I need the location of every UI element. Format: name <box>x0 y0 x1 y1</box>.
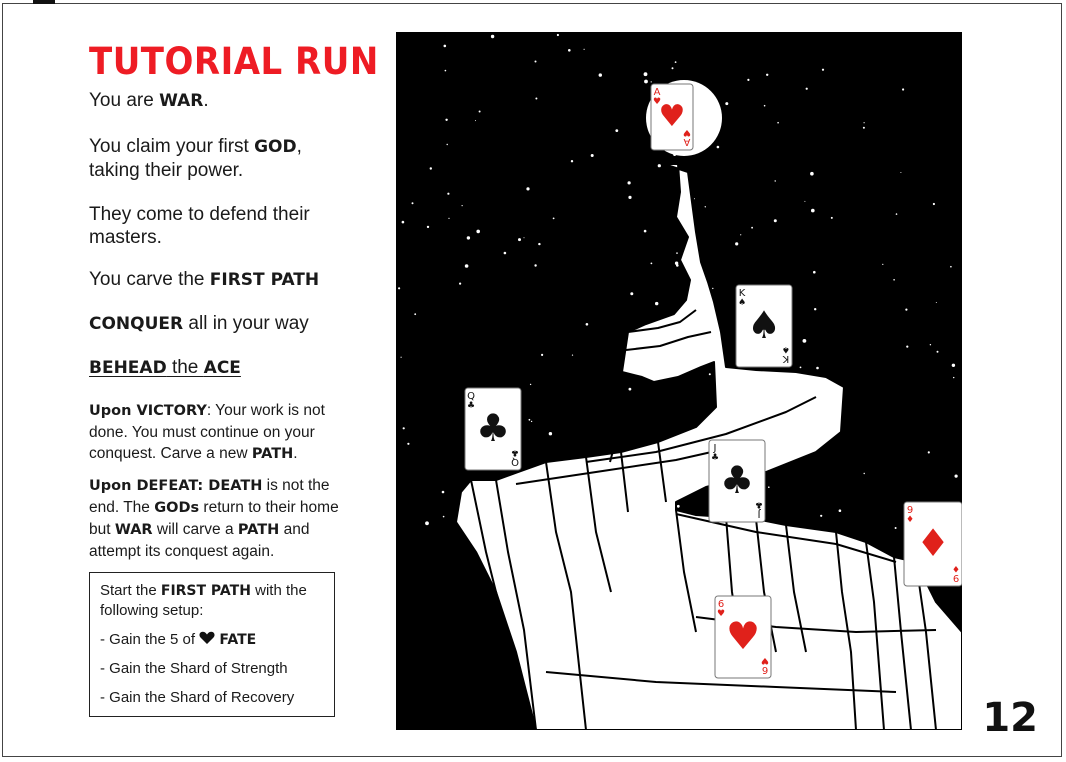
card-rank: 9 <box>952 572 960 583</box>
star <box>953 377 954 378</box>
page-number: 12 <box>982 695 1038 741</box>
star <box>806 88 808 90</box>
star <box>766 74 768 76</box>
star <box>615 129 618 132</box>
star <box>479 111 481 113</box>
star <box>905 309 907 311</box>
card-rank: Q <box>467 391 475 402</box>
star <box>694 198 695 199</box>
card-center-suit: ♥ <box>725 614 761 658</box>
star <box>882 264 883 265</box>
star <box>531 421 532 422</box>
page-title: TUTORIAL RUN <box>89 40 379 84</box>
card-rank: J <box>757 508 761 519</box>
star <box>584 49 585 50</box>
star <box>863 127 865 129</box>
star <box>655 302 658 305</box>
star <box>447 144 448 145</box>
star <box>747 79 749 81</box>
star <box>800 367 802 369</box>
playing-card <box>715 596 771 678</box>
star <box>952 364 955 367</box>
defeat-rule: Upon DEFEAT: DEATH is not the end. The GODs return to their home but WAR will carve a PATH and attempt its conquest again. <box>89 477 339 560</box>
card-rank: A <box>683 136 691 147</box>
star <box>535 98 537 100</box>
star <box>775 180 776 181</box>
illustration <box>396 32 962 730</box>
star <box>896 213 898 215</box>
star <box>526 187 529 190</box>
card-suit: ♦ <box>905 515 915 525</box>
star <box>930 344 931 345</box>
star <box>709 373 711 375</box>
card-rank: 6 <box>761 664 769 675</box>
card-rank: K <box>782 353 790 364</box>
star <box>774 219 777 222</box>
star <box>445 119 447 121</box>
star <box>427 226 429 228</box>
star <box>402 221 405 224</box>
star <box>651 81 652 82</box>
star <box>518 238 521 241</box>
star <box>677 505 680 508</box>
star <box>893 279 895 281</box>
star <box>401 357 402 358</box>
star <box>933 203 935 205</box>
star <box>628 181 631 184</box>
card-rank: 9 <box>906 505 914 516</box>
card-suit: ♣ <box>510 447 520 457</box>
card-center-suit: ♦ <box>915 521 951 565</box>
star <box>465 264 469 268</box>
star <box>557 34 559 36</box>
star <box>535 61 537 63</box>
star <box>777 122 779 124</box>
star <box>936 302 937 303</box>
card-center-suit: ♣ <box>475 406 511 450</box>
setup-box <box>89 572 335 717</box>
star <box>644 72 648 76</box>
star <box>629 388 632 391</box>
star <box>444 45 447 48</box>
star <box>895 527 897 529</box>
card-suit: ♣ <box>710 453 720 463</box>
star <box>672 67 674 69</box>
star <box>504 252 507 255</box>
card-center-suit: ♥ <box>658 99 686 134</box>
star <box>538 243 540 245</box>
card-suit: ♥ <box>652 97 662 107</box>
star <box>553 218 555 220</box>
playing-card <box>651 84 693 150</box>
star <box>864 122 865 123</box>
star <box>534 264 536 266</box>
star <box>900 172 901 173</box>
star <box>811 209 815 213</box>
star <box>447 193 449 195</box>
star <box>675 61 677 63</box>
star <box>541 354 543 356</box>
star <box>475 120 476 121</box>
card-rank: J <box>713 443 717 454</box>
star <box>831 217 833 219</box>
star <box>599 73 602 76</box>
card-rank: A <box>653 87 661 98</box>
star <box>725 102 728 105</box>
playing-card <box>709 440 765 522</box>
card-rank: Q <box>511 456 519 467</box>
intro-behead-ace: BEHEAD the ACE <box>89 357 241 378</box>
star <box>403 427 405 429</box>
setup-item-recovery: - Gain the Shard of Recovery <box>100 689 295 706</box>
star <box>524 237 525 238</box>
intro-claim-god: You claim your first GOD, taking their power. <box>89 136 302 181</box>
star <box>839 509 842 512</box>
star <box>628 196 631 199</box>
star <box>814 308 816 310</box>
star <box>491 35 494 38</box>
star <box>445 70 447 72</box>
star <box>705 206 706 207</box>
star <box>529 419 531 421</box>
intro-conquer: CONQUER all in your way <box>89 313 309 334</box>
playing-card <box>736 285 792 367</box>
star <box>768 486 770 488</box>
card-suit: ♠ <box>781 344 791 354</box>
corner-mark <box>33 0 55 4</box>
star <box>906 346 908 348</box>
star <box>549 432 552 435</box>
card-suit: ♣ <box>466 401 476 411</box>
card-rank: K <box>738 288 746 299</box>
star <box>902 88 904 90</box>
star <box>462 205 463 206</box>
star <box>676 252 678 254</box>
star <box>530 384 531 385</box>
star <box>568 49 571 52</box>
star <box>803 339 807 343</box>
star <box>398 287 400 289</box>
star <box>586 323 589 326</box>
star <box>476 230 480 234</box>
playing-card <box>904 502 962 586</box>
star <box>810 172 814 176</box>
card-suit: ♦ <box>951 563 961 573</box>
star <box>813 271 816 274</box>
card-center-suit: ♠ <box>746 303 782 347</box>
star <box>412 202 414 204</box>
victory-rule: Upon VICTORY: Your work is not done. You must continue on your conquest. Carve a new PATH. <box>89 402 325 462</box>
star <box>822 69 824 71</box>
star <box>644 80 648 84</box>
star <box>572 355 573 356</box>
playing-card <box>465 388 521 470</box>
star <box>442 491 445 494</box>
star <box>950 266 952 268</box>
star <box>443 516 445 518</box>
card-suit: ♥ <box>716 609 726 619</box>
heart-icon <box>199 631 215 645</box>
setup-item-fate: - Gain the 5 of FATE <box>100 631 257 648</box>
star <box>651 263 653 265</box>
star <box>740 234 741 235</box>
card-suit: ♣ <box>754 499 764 509</box>
star <box>630 292 633 295</box>
star <box>407 443 409 445</box>
card-suit: ♥ <box>760 655 770 665</box>
star <box>928 451 930 453</box>
star <box>591 154 594 157</box>
star <box>735 242 738 245</box>
star <box>937 351 939 353</box>
star <box>712 288 713 289</box>
star <box>764 105 766 107</box>
star <box>658 164 661 167</box>
star <box>864 473 865 474</box>
card-suit: ♥ <box>682 127 692 137</box>
intro-war: You are WAR. <box>89 90 209 111</box>
card-center-suit: ♣ <box>719 458 755 502</box>
card-rank: 6 <box>717 599 725 610</box>
star <box>459 283 461 285</box>
intro-carve-path: You carve the FIRST PATH <box>89 269 320 290</box>
star <box>430 167 432 169</box>
star <box>467 236 470 239</box>
star <box>644 230 647 233</box>
star <box>717 146 720 149</box>
star <box>955 475 958 478</box>
card-suit: ♠ <box>737 298 747 308</box>
intro-defend: They come to defend their masters. <box>89 204 310 248</box>
star <box>816 367 819 370</box>
star <box>751 227 753 229</box>
star <box>676 264 679 267</box>
star <box>414 313 416 315</box>
setup-item-strength: - Gain the Shard of Strength <box>100 660 288 677</box>
star <box>425 521 429 525</box>
star <box>820 515 822 517</box>
star <box>571 160 573 162</box>
star <box>448 218 449 219</box>
star <box>804 201 805 202</box>
setup-intro: Start the FIRST PATH with the following setup: <box>100 582 307 619</box>
